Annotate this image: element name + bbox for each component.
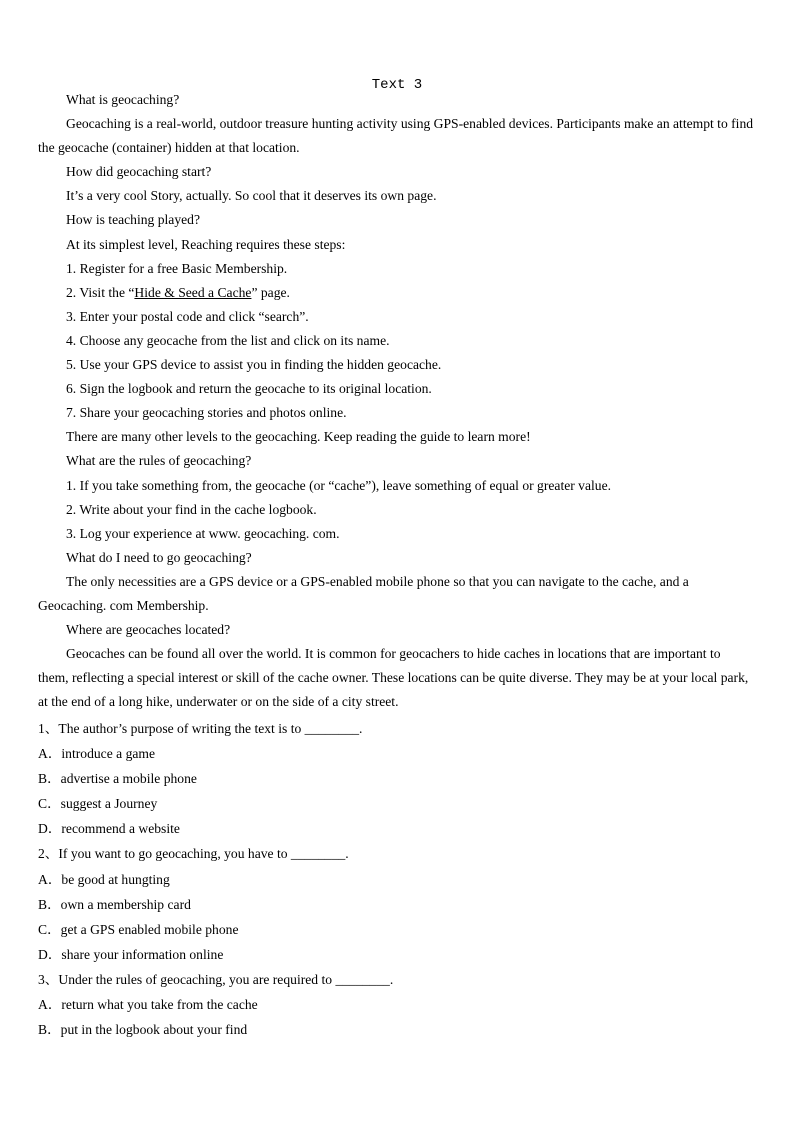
question-2 — [38, 841, 754, 966]
rule-item: 2. Write about your find in the cache logbook. — [66, 501, 317, 517]
passage-paragraph: Geocaching is a real-world, outdoor treasure hunting activity using GPS-enabled devices. Participants make an attempt to find the geocache (container) hidden at that location. — [38, 116, 754, 156]
passage-paragraph: Geocaches can be found all over the world. It is common for geocachers to hide caches in locations that are important to them, reflecting a special interest or skill of the cache owner. These locations can be quite diverse. They may be at your local park, at the end of a long hike, underwater or on the side of a city street. — [38, 646, 749, 710]
step-item: 3. Enter your postal code and click “search”. — [66, 308, 309, 324]
passage-heading-located: Where are geocaches located? — [66, 622, 231, 638]
question-stem: 3、Under the rules of geocaching, you are required to ________. — [38, 971, 394, 987]
passage-heading-how-played: How is teaching played? — [66, 212, 201, 228]
answer-option-a[interactable]: A．introduce a game — [38, 746, 156, 762]
answer-option-d[interactable]: D．recommend a website — [38, 821, 180, 837]
page-title: Text 3 — [371, 77, 423, 93]
rule-item: 3. Log your experience at www. geocaching. com. — [66, 525, 340, 541]
passage-heading-rules: What are the rules of geocaching? — [66, 453, 252, 469]
hide-seed-cache-link[interactable]: Hide & Seed a Cache — [134, 284, 252, 300]
question-stem: 2、If you want to go geocaching, you have to ________. — [38, 846, 349, 862]
passage-paragraph: The only necessities are a GPS device or a GPS-enabled mobile phone so that you can navigate to the cache, and a Geocaching. com Membership. — [38, 573, 689, 613]
answer-option-c[interactable]: C．get a GPS enabled mobile phone — [38, 921, 239, 937]
step-item — [38, 281, 754, 305]
step-text: 2. Visit the “ — [66, 284, 135, 300]
passage-heading-what-is: What is geocaching? — [66, 92, 180, 107]
passage-paragraph: At its simplest level, Reaching requires these steps: — [66, 236, 346, 252]
passage-heading-how-start: How did geocaching start? — [66, 164, 212, 180]
answer-option-a[interactable]: A．return what you take from the cache — [38, 997, 258, 1013]
step-item: 7. Share your geocaching stories and photos online. — [66, 405, 347, 421]
question-3 — [38, 967, 754, 1042]
passage-paragraph: It’s a very cool Story, actually. So cool that it deserves its own page. — [66, 188, 437, 204]
step-item: 6. Sign the logbook and return the geocache to its original location. — [66, 381, 432, 397]
answer-option-b[interactable]: B．put in the logbook about your find — [38, 1022, 248, 1038]
reading-passage — [38, 88, 754, 714]
step-item: 1. Register for a free Basic Membership. — [66, 260, 288, 276]
answer-option-a[interactable]: A．be good at hungting — [38, 871, 170, 887]
question-stem: 1、The author’s purpose of writing the text is to ________. — [38, 721, 363, 736]
answer-option-b[interactable]: B．own a membership card — [38, 896, 191, 912]
question-list — [38, 716, 754, 1042]
answer-option-d[interactable]: D．share your information online — [38, 946, 224, 962]
passage-paragraph: There are many other levels to the geocaching. Keep reading the guide to learn more! — [66, 429, 531, 445]
rule-item: 1. If you take something from, the geocache (or “cache”), leave something of equal or greater value. — [66, 477, 612, 493]
step-item: 4. Choose any geocache from the list and click on its name. — [66, 332, 390, 348]
answer-option-b[interactable]: B．advertise a mobile phone — [38, 771, 197, 787]
step-text: ” page. — [251, 284, 290, 300]
passage-heading-need: What do I need to go geocaching? — [66, 549, 252, 565]
answer-option-c[interactable]: C．suggest a Journey — [38, 796, 158, 812]
step-item: 5. Use your GPS device to assist you in finding the hidden geocache. — [66, 357, 442, 373]
question-1 — [38, 716, 754, 841]
